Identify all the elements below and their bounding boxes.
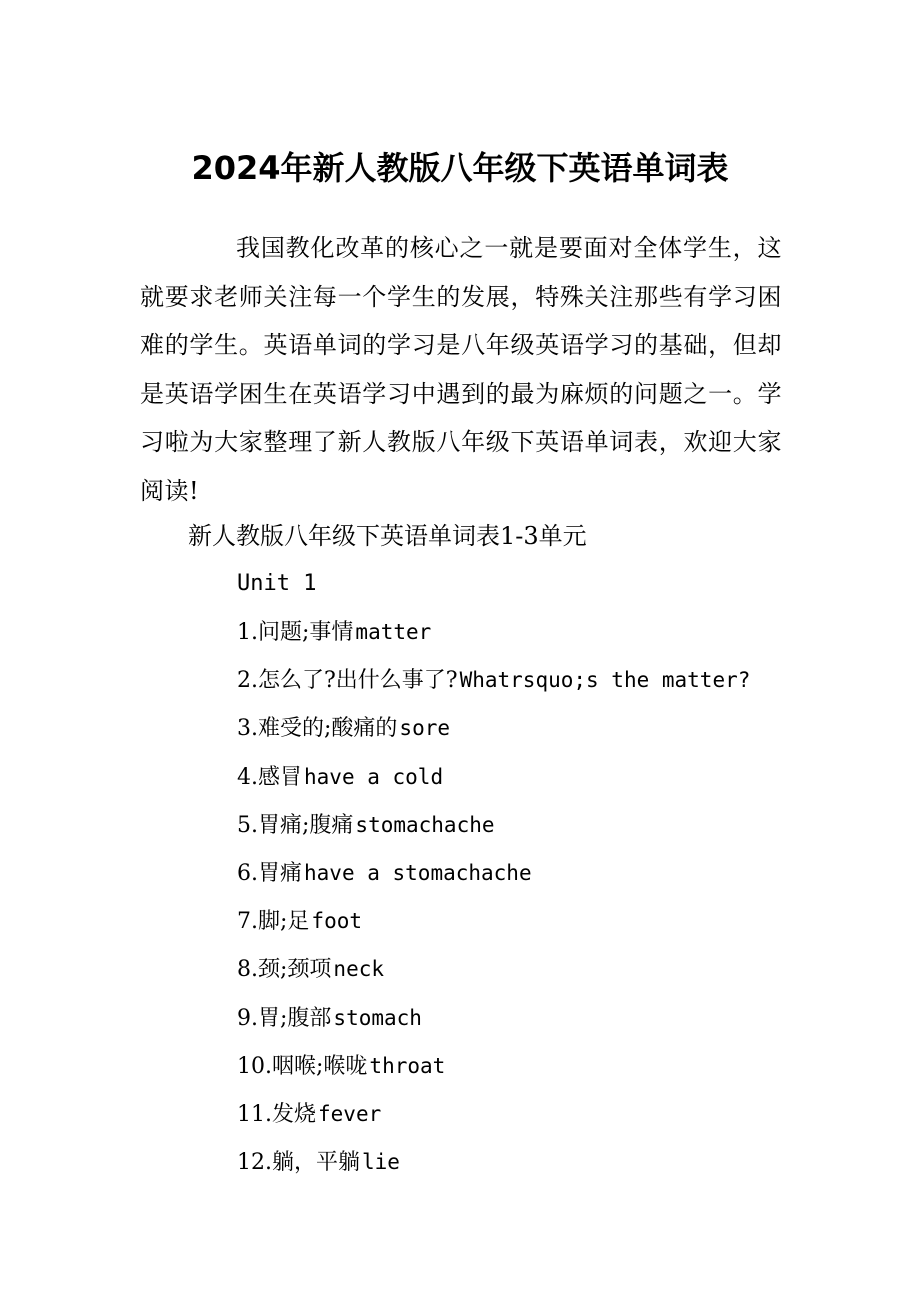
vocab-english: stomach (333, 1005, 422, 1030)
vocab-item (237, 849, 750, 897)
vocab-item (237, 753, 750, 801)
vocab-chinese: 难受的;酸痛的 (258, 716, 398, 742)
vocab-chinese: 胃;腹部 (258, 1005, 332, 1031)
vocab-number: 2. (237, 668, 258, 694)
vocab-chinese: 感冒 (258, 764, 303, 790)
vocab-english: sore (399, 716, 450, 741)
vocab-item (237, 945, 750, 993)
intro-paragraph: 我国教化改革的核心之一就是要面对全体学生，这就要求老师关注每一个学生的发展，特殊关注那些有学习困难的学生。英语单词的学习是八年级英语学习的基础，但却是英语学困生在英语学习中遇到的最为麻烦的问题之一。学习啦为大家整理了新人教版八年级下英语单词表，欢迎大家阅读! (140, 234, 782, 505)
unit-label: Unit 1 (237, 571, 317, 596)
vocab-english: have a cold (304, 764, 444, 789)
vocab-english: have a stomachache (304, 860, 532, 885)
vocab-number: 3. (237, 716, 258, 742)
vocab-number: 1. (237, 620, 258, 645)
vocab-chinese: 问题;事情 (258, 620, 354, 645)
vocab-list (237, 608, 750, 1186)
vocab-item (237, 897, 750, 945)
vocab-number: 11. (237, 1101, 272, 1127)
vocab-item (237, 994, 750, 1042)
vocab-english: lie (362, 1150, 400, 1175)
vocab-chinese: 胃痛 (258, 860, 303, 886)
vocab-chinese: 脚;足 (258, 909, 310, 935)
vocab-english: stomachache (355, 812, 495, 837)
vocab-english: matter (355, 620, 432, 644)
vocab-item (237, 1042, 750, 1090)
vocab-number: 6. (237, 860, 258, 886)
vocab-english: Whatrsquo;s the matter? (459, 668, 751, 693)
vocab-number: 5. (237, 812, 258, 838)
vocab-number: 10. (237, 1053, 272, 1079)
vocab-item (237, 1138, 750, 1186)
vocab-item (237, 608, 750, 656)
vocab-english: fever (318, 1101, 382, 1126)
section-heading: 新人教版八年级下英语单词表1-3单元 (188, 522, 587, 550)
vocab-number: 4. (237, 764, 258, 790)
vocab-chinese: 发烧 (272, 1101, 317, 1127)
vocab-english: neck (333, 957, 384, 982)
vocab-number: 7. (237, 909, 258, 935)
vocab-english: throat (369, 1053, 446, 1078)
vocab-chinese: 胃痛;腹痛 (258, 812, 354, 838)
document-title: 2024年新人教版八年级下英语单词表 (191, 149, 729, 187)
vocab-chinese: 怎么了?出什么事了? (258, 668, 458, 694)
vocab-chinese: 颈;颈项 (258, 957, 332, 983)
vocab-item (237, 704, 750, 752)
vocab-number: 8. (237, 957, 258, 983)
vocab-chinese: 躺，平躺 (272, 1150, 361, 1176)
vocab-english: foot (311, 909, 362, 934)
vocab-item (237, 801, 750, 849)
vocab-chinese: 咽喉;喉咙 (272, 1053, 368, 1079)
vocab-number: 12. (237, 1150, 272, 1176)
vocab-item (237, 1090, 750, 1138)
vocab-number: 9. (237, 1005, 258, 1031)
vocab-item (237, 656, 750, 704)
